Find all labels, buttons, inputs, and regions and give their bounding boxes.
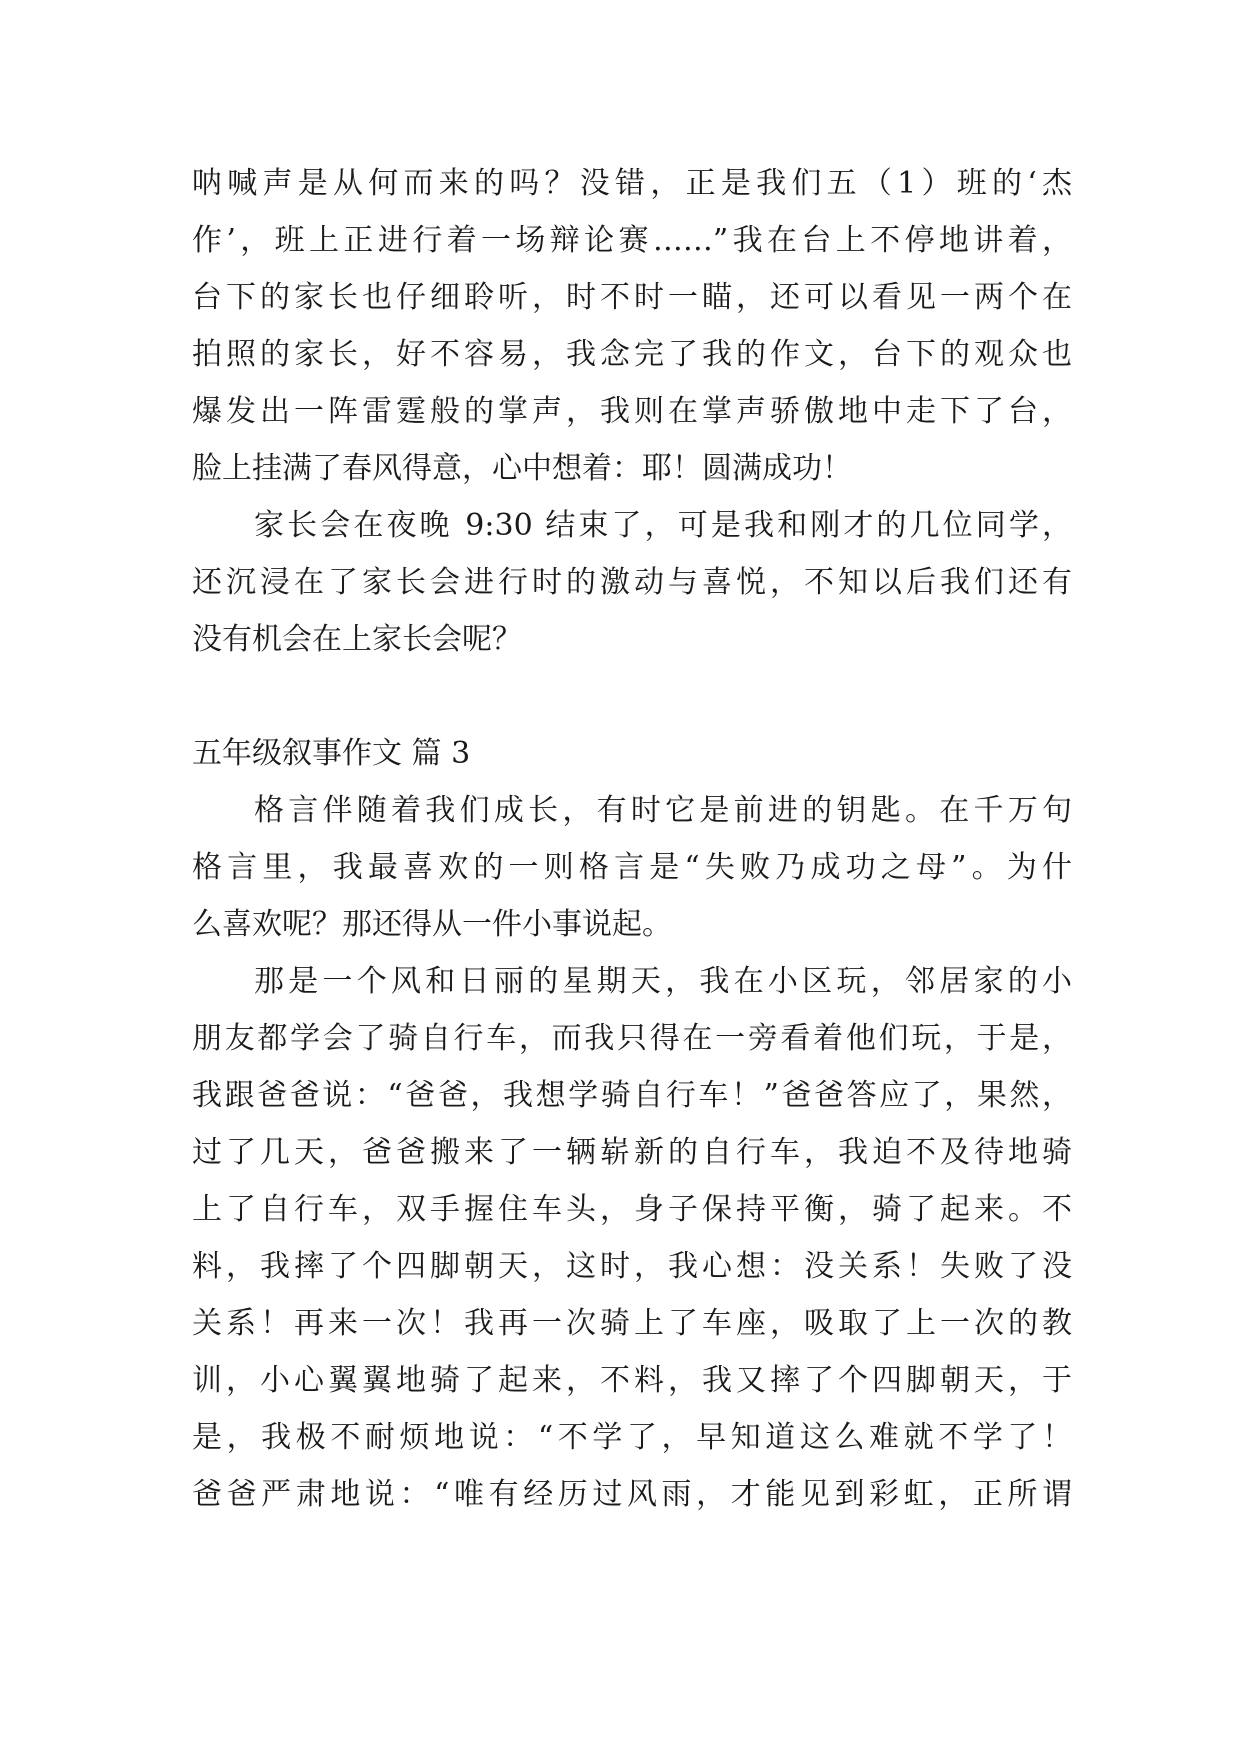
text-line: 格言里，我最喜欢的一则格言是“失败乃成功之母”。为什 <box>192 850 1072 885</box>
text-line: 训，小心翼翼地骑了起来，不料，我又摔了个四脚朝天，于 <box>192 1363 1072 1398</box>
text-line: 是，我极不耐烦地说：“不学了，早知道这么难就不学了！ <box>192 1420 1072 1455</box>
text-line: 拍照的家长，好不容易，我念完了我的作文，台下的观众也 <box>192 337 1072 372</box>
text-line: 还沉浸在了家长会进行时的激动与喜悦，不知以后我们还有 <box>192 565 1072 600</box>
text-line: 那是一个风和日丽的星期天，我在小区玩，邻居家的小 <box>254 964 1072 999</box>
text-line: 台下的家长也仔细聆听，时不时一瞄，还可以看见一两个在 <box>192 280 1072 315</box>
text-line: 我跟爸爸说：“爸爸，我想学骑自行车！”爸爸答应了，果然， <box>192 1078 1072 1113</box>
text-line: 料，我摔了个四脚朝天，这时，我心想：没关系！失败了没 <box>192 1249 1072 1284</box>
text-line: 呐喊声是从何而来的吗？没错，正是我们五（1）班的‘杰 <box>192 166 1072 201</box>
text-line: 格言伴随着我们成长，有时它是前进的钥匙。在千万句 <box>254 793 1072 828</box>
text-line: 没有机会在上家长会呢？ <box>192 622 522 657</box>
section-heading: 五年级叙事作文 篇 3 <box>192 736 471 771</box>
text-line: 作’，班上正进行着一场辩论赛……”我在台上不停地讲着， <box>192 223 1072 258</box>
text-line: 脸上挂满了春风得意，心中想着：耶！圆满成功！ <box>192 451 852 486</box>
text-line: 家长会在夜晚 9:30 结束了，可是我和刚才的几位同学， <box>254 508 1072 543</box>
text-line: 上了自行车，双手握住车头，身子保持平衡，骑了起来。不 <box>192 1192 1072 1227</box>
text-line: 关系！再来一次！我再一次骑上了车座，吸取了上一次的教 <box>192 1306 1072 1341</box>
text-line: 朋友都学会了骑自行车，而我只得在一旁看着他们玩，于是， <box>192 1021 1072 1056</box>
text-line: 爸爸严肃地说：“唯有经历过风雨，才能见到彩虹，正所谓 <box>192 1477 1072 1512</box>
text-line: 过了几天，爸爸搬来了一辆崭新的自行车，我迫不及待地骑 <box>192 1135 1072 1170</box>
text-line: 爆发出一阵雷霆般的掌声，我则在掌声骄傲地中走下了台， <box>192 394 1072 429</box>
text-line: 么喜欢呢？那还得从一件小事说起。 <box>192 907 672 942</box>
